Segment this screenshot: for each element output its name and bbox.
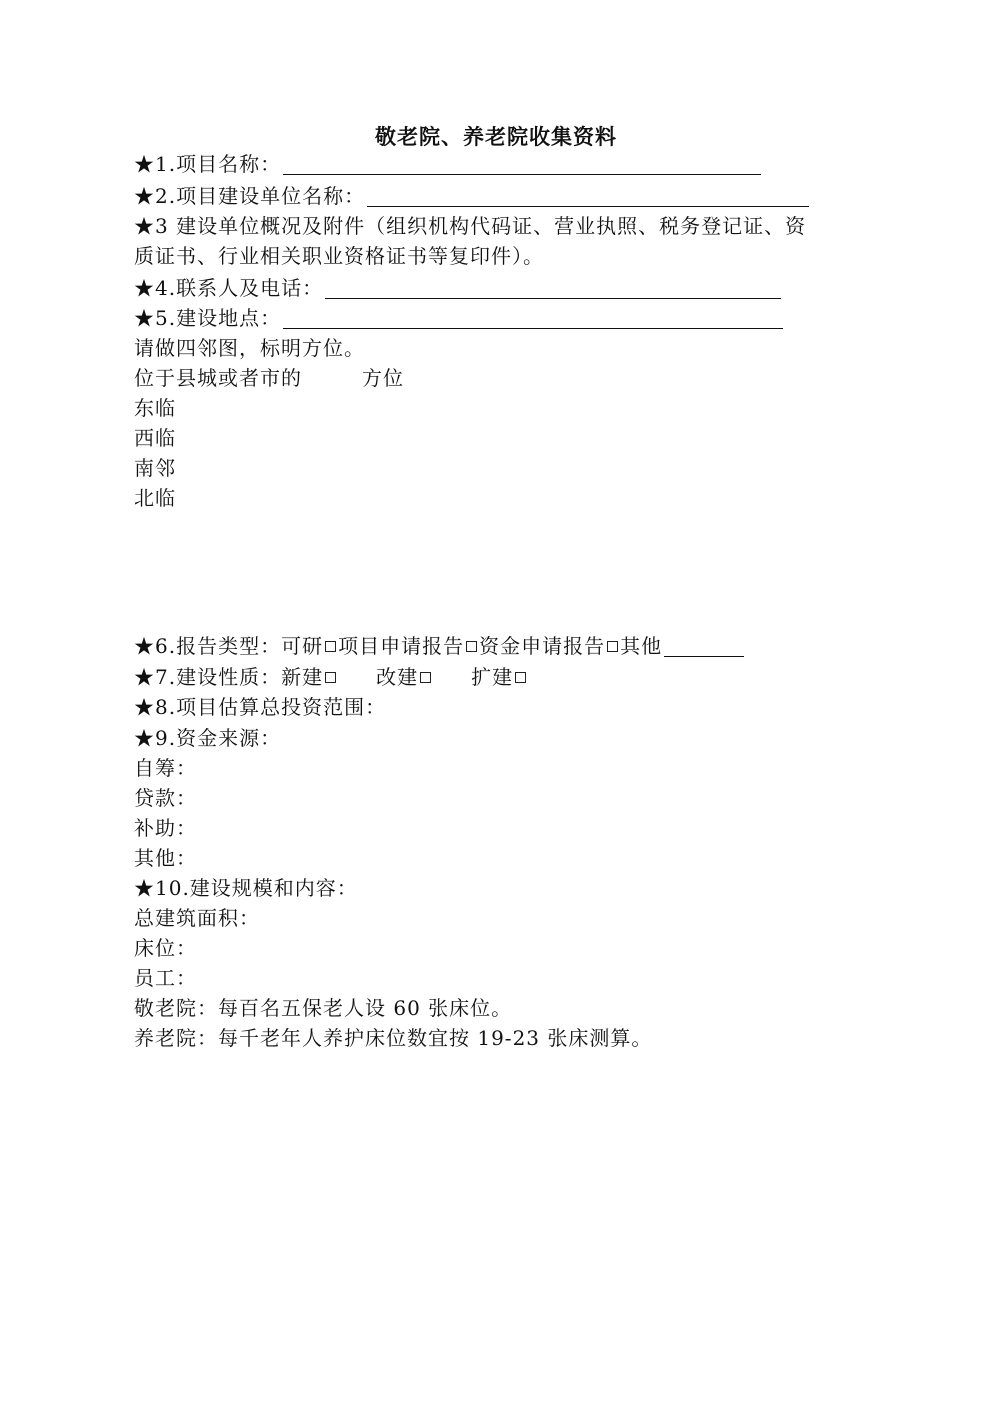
- item-contact: [134, 274, 781, 302]
- note-nursing-home: 敬老院：每百名五保老人设 60 张床位。: [134, 996, 513, 1020]
- checkbox-expand[interactable]: [515, 672, 526, 683]
- checkbox-application[interactable]: [466, 641, 477, 652]
- checkbox-funding[interactable]: [607, 641, 618, 652]
- construction-unit-label: ★2.项目建设单位名称：: [134, 184, 366, 208]
- neighbor-west: 西临: [134, 426, 176, 450]
- nature-option-expand: 扩建: [471, 665, 514, 689]
- item-unit-overview-line1: ★3 建设单位概况及附件（组织机构代码证、营业执照、税务登记证、资: [134, 214, 807, 238]
- neighbor-north: 北临: [134, 486, 176, 510]
- fund-self: 自筹：: [134, 756, 197, 780]
- document-title: 敬老院、养老院收集资料: [375, 124, 617, 149]
- location-direction-prefix: 位于县城或者市的: [134, 366, 302, 390]
- item-location: [134, 304, 783, 332]
- fund-loan: 贷款：: [134, 786, 197, 810]
- nature-option-rebuild: 改建: [376, 665, 419, 689]
- neighbor-instruction: 请做四邻图，标明方位。: [134, 336, 365, 360]
- item-fund-source: ★9.资金来源：: [134, 726, 282, 750]
- construction-unit-field[interactable]: [367, 186, 809, 207]
- staff-count: 员工：: [134, 966, 197, 990]
- location-field[interactable]: [283, 308, 783, 329]
- location-label: ★5.建设地点：: [134, 306, 282, 330]
- checkbox-rebuild[interactable]: [420, 672, 431, 683]
- project-name-label: ★1.项目名称：: [134, 152, 282, 176]
- bed-count: 床位：: [134, 936, 197, 960]
- report-type-option-other: 其他: [620, 634, 663, 658]
- neighbor-east: 东临: [134, 396, 176, 420]
- item-investment-range: ★8.项目估算总投资范围：: [134, 695, 387, 719]
- report-type-option-funding: 资金申请报告: [479, 634, 606, 658]
- contact-field[interactable]: [325, 278, 781, 299]
- contact-label: ★4.联系人及电话：: [134, 276, 324, 300]
- item-scale-content: ★10.建设规模和内容：: [134, 876, 358, 900]
- report-type-label: ★6.报告类型：: [134, 634, 282, 658]
- nature-option-new: 新建: [281, 665, 324, 689]
- neighbor-south: 南邻: [134, 456, 176, 480]
- construction-nature-label: ★7.建设性质：: [134, 665, 282, 689]
- checkbox-new[interactable]: [325, 672, 336, 683]
- report-type-option-feasibility: 可研: [281, 634, 324, 658]
- location-direction-suffix: 方位: [362, 366, 404, 390]
- total-building-area: 总建筑面积：: [134, 906, 260, 930]
- report-type-other-field[interactable]: [664, 636, 744, 657]
- report-type-option-application: 项目申请报告: [338, 634, 465, 658]
- item-unit-overview-line2: 质证书、行业相关职业资格证书等复印件）。: [134, 244, 544, 268]
- item-construction-unit: [134, 182, 809, 210]
- fund-subsidy: 补助：: [134, 816, 197, 840]
- note-elderly-care-home: 养老院：每千老年人养护床位数宜按 19-23 张床测算。: [134, 1026, 653, 1050]
- item-project-name: [134, 150, 761, 178]
- checkbox-feasibility[interactable]: [325, 641, 336, 652]
- project-name-field[interactable]: [283, 154, 761, 175]
- location-direction: [134, 364, 404, 392]
- item-report-type: [134, 632, 744, 660]
- item-construction-nature: [134, 663, 528, 691]
- fund-other: 其他：: [134, 846, 197, 870]
